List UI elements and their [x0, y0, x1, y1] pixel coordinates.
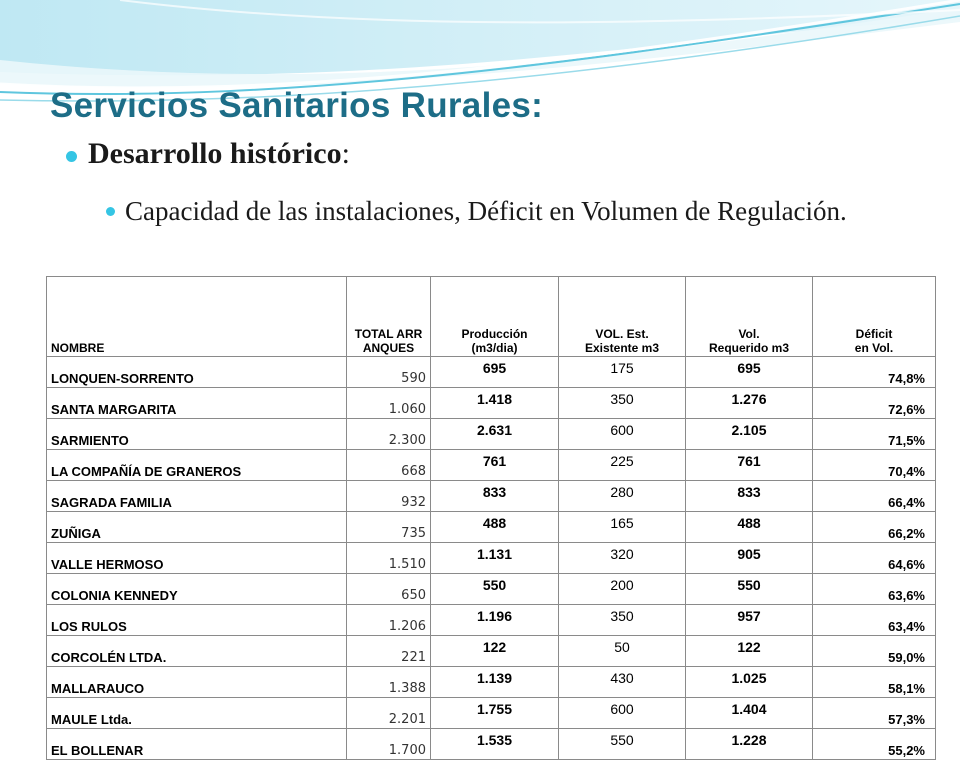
cell-produccion: 1.535	[431, 729, 559, 760]
cell-vol-existente: 175	[559, 357, 686, 388]
cell-nombre: ZUÑIGA	[47, 512, 347, 543]
cell-deficit: 70,4%	[813, 450, 936, 481]
table-row	[47, 698, 936, 729]
cell-nombre: VALLE HERMOSO	[47, 543, 347, 574]
col-header-def-2: en Vol.	[854, 341, 894, 355]
table-row	[47, 419, 936, 450]
cell-deficit: 58,1%	[813, 667, 936, 698]
cell-deficit: 66,2%	[813, 512, 936, 543]
cell-deficit: 63,6%	[813, 574, 936, 605]
table-row	[47, 667, 936, 698]
cell-deficit: 71,5%	[813, 419, 936, 450]
cell-nombre: COLONIA KENNEDY	[47, 574, 347, 605]
col-header-nombre: NOMBRE	[47, 277, 347, 357]
cell-total-arranques: 1.060	[347, 388, 431, 419]
table-row	[47, 543, 936, 574]
cell-total-arranques: 650	[347, 574, 431, 605]
table-row	[47, 512, 936, 543]
section-heading	[88, 137, 350, 171]
cell-total-arranques: 221	[347, 636, 431, 667]
section-heading-text: Desarrollo histórico	[88, 137, 342, 170]
cell-total-arranques: 932	[347, 481, 431, 512]
cell-total-arranques: 2.201	[347, 698, 431, 729]
cell-vol-existente: 50	[559, 636, 686, 667]
cell-vol-requerido: 1.228	[686, 729, 813, 760]
table-row	[47, 357, 936, 388]
cell-vol-requerido: 2.105	[686, 419, 813, 450]
section-heading-colon: :	[341, 137, 350, 170]
col-header-produccion-1: Producción	[461, 327, 528, 341]
cell-produccion: 122	[431, 636, 559, 667]
cell-vol-existente: 600	[559, 698, 686, 729]
cell-produccion: 1.139	[431, 667, 559, 698]
cell-nombre: SAGRADA FAMILIA	[47, 481, 347, 512]
cell-nombre: EL BOLLENAR	[47, 729, 347, 760]
cell-produccion: 695	[431, 357, 559, 388]
cell-produccion: 833	[431, 481, 559, 512]
cell-vol-existente: 280	[559, 481, 686, 512]
cell-nombre: SANTA MARGARITA	[47, 388, 347, 419]
col-header-produccion-2: (m3/dia)	[471, 341, 518, 355]
table-row	[47, 574, 936, 605]
cell-vol-requerido: 1.276	[686, 388, 813, 419]
table-header-row	[47, 277, 936, 357]
cell-total-arranques: 735	[347, 512, 431, 543]
cell-vol-requerido: 695	[686, 357, 813, 388]
cell-deficit: 55,2%	[813, 729, 936, 760]
cell-total-arranques: 1.700	[347, 729, 431, 760]
table-row	[47, 450, 936, 481]
table-row	[47, 636, 936, 667]
cell-nombre: SARMIENTO	[47, 419, 347, 450]
cell-total-arranques: 1.206	[347, 605, 431, 636]
cell-vol-requerido: 957	[686, 605, 813, 636]
cell-deficit: 59,0%	[813, 636, 936, 667]
cell-total-arranques: 590	[347, 357, 431, 388]
cell-vol-requerido: 488	[686, 512, 813, 543]
cell-vol-existente: 225	[559, 450, 686, 481]
cell-vol-requerido: 761	[686, 450, 813, 481]
page-title: Servicios Sanitarios Rurales:	[50, 86, 544, 125]
cell-produccion: 550	[431, 574, 559, 605]
bullet-icon	[66, 151, 77, 162]
deficit-table	[46, 276, 936, 760]
cell-deficit: 63,4%	[813, 605, 936, 636]
col-header-vol-2: Existente m3	[584, 341, 660, 355]
cell-produccion: 2.631	[431, 419, 559, 450]
cell-vol-requerido: 550	[686, 574, 813, 605]
cell-deficit: 72,6%	[813, 388, 936, 419]
cell-produccion: 1.755	[431, 698, 559, 729]
table-row	[47, 388, 936, 419]
cell-produccion: 488	[431, 512, 559, 543]
cell-nombre: LONQUEN-SORRENTO	[47, 357, 347, 388]
cell-vol-requerido: 122	[686, 636, 813, 667]
cell-vol-requerido: 1.025	[686, 667, 813, 698]
cell-nombre: CORCOLÉN LTDA.	[47, 636, 347, 667]
cell-produccion: 761	[431, 450, 559, 481]
sub-bullet-icon	[106, 207, 115, 216]
cell-deficit: 66,4%	[813, 481, 936, 512]
cell-vol-existente: 550	[559, 729, 686, 760]
col-header-requerido	[686, 277, 813, 357]
cell-vol-existente: 600	[559, 419, 686, 450]
cell-nombre: LOS RULOS	[47, 605, 347, 636]
cell-nombre: MAULE Ltda.	[47, 698, 347, 729]
table-row	[47, 605, 936, 636]
col-header-req-1: Vol.	[738, 327, 760, 341]
cell-deficit: 57,3%	[813, 698, 936, 729]
cell-vol-requerido: 1.404	[686, 698, 813, 729]
cell-vol-existente: 200	[559, 574, 686, 605]
col-header-vol	[559, 277, 686, 357]
cell-total-arranques: 1.388	[347, 667, 431, 698]
col-header-total: TOTAL ARRANQUES	[347, 277, 431, 357]
col-header-produccion	[431, 277, 559, 357]
cell-produccion: 1.196	[431, 605, 559, 636]
cell-total-arranques: 668	[347, 450, 431, 481]
cell-produccion: 1.418	[431, 388, 559, 419]
col-header-req-2: Requerido m3	[708, 341, 789, 355]
cell-vol-existente: 350	[559, 605, 686, 636]
cell-deficit: 64,6%	[813, 543, 936, 574]
cell-nombre: MALLARAUCO	[47, 667, 347, 698]
cell-vol-requerido: 833	[686, 481, 813, 512]
cell-vol-existente: 165	[559, 512, 686, 543]
cell-vol-existente: 320	[559, 543, 686, 574]
cell-vol-existente: 430	[559, 667, 686, 698]
col-header-vol-1: VOL. Est.	[595, 327, 649, 341]
cell-nombre: LA COMPAÑÍA DE GRANEROS	[47, 450, 347, 481]
cell-deficit: 74,8%	[813, 357, 936, 388]
cell-total-arranques: 1.510	[347, 543, 431, 574]
cell-produccion: 1.131	[431, 543, 559, 574]
table-row	[47, 729, 936, 760]
col-header-def-1: Déficit	[855, 327, 893, 341]
cell-vol-existente: 350	[559, 388, 686, 419]
cell-vol-requerido: 905	[686, 543, 813, 574]
bullet-text: Capacidad de las instalaciones, Déficit en Volumen de Regulación.	[125, 196, 847, 226]
col-header-deficit	[813, 277, 936, 357]
table-row	[47, 481, 936, 512]
cell-total-arranques: 2.300	[347, 419, 431, 450]
